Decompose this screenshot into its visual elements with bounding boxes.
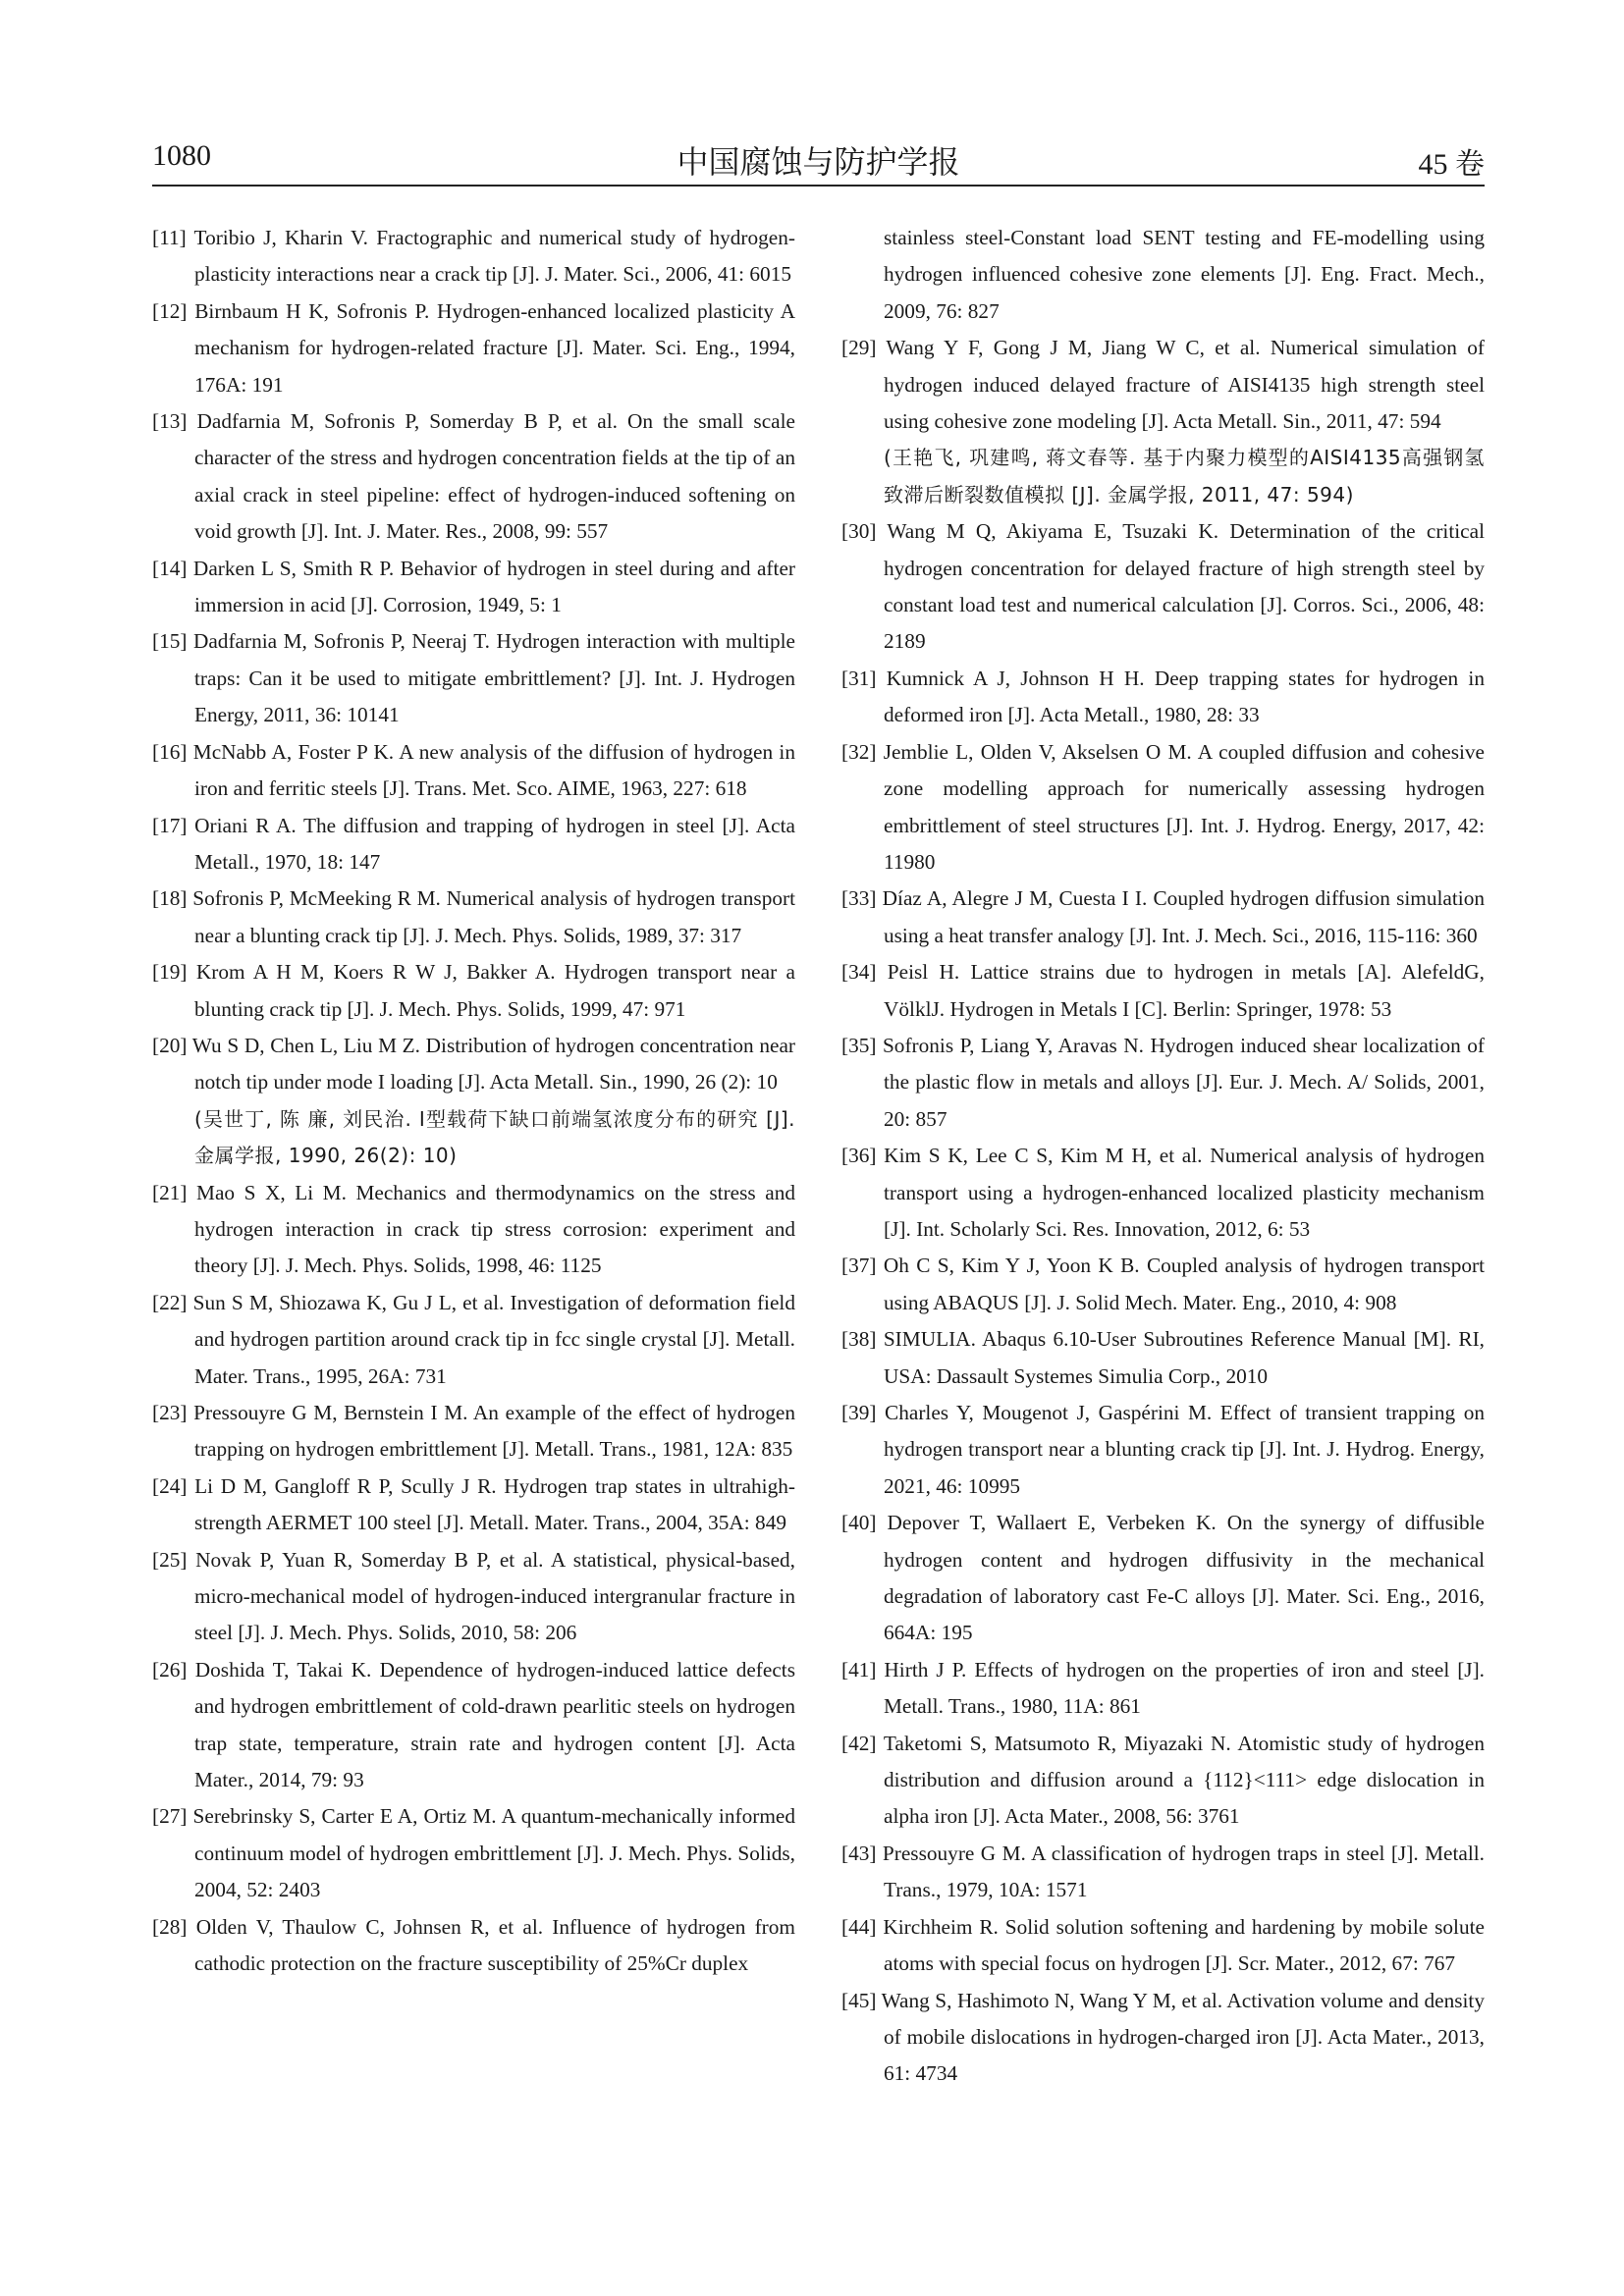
reference-text: [30] Wang M Q, Akiyama E, Tsuzaki K. Determination of the critical hydrogen concentration for delayed fracture of high strength steel by constant load test and numerical calculation [J]. Corros. Sci., 2006, 48: 2189	[841, 519, 1485, 654]
reference-entry	[841, 1836, 1485, 1909]
reference-text: [41] Hirth J P. Effects of hydrogen on the properties of iron and steel [J]. Metall. Trans., 1980, 11A: 861	[841, 1657, 1485, 1719]
reference-entry	[841, 734, 1485, 881]
reference-text: [42] Taketomi S, Matsumoto R, Miyazaki N. Atomistic study of hydrogen distribution and diffusion around a {112}<111> edge dislocation in alpha iron [J]. Acta Mater., 2008, 56: 3761	[841, 1731, 1485, 1829]
reference-entry	[152, 881, 795, 954]
reference-text: [36] Kim S K, Lee C S, Kim M H, et al. Numerical analysis of hydrogen transport using a hydrogen-enhanced localized plasticity mechanism [J]. Int. Scholarly Sci. Res. Innovation, 2012, 6: 53	[841, 1144, 1485, 1241]
reference-text: [32] Jemblie L, Olden V, Akselsen O M. A coupled diffusion and cohesive zone modelling approach for numerically assessing hydrogen embrittlement of steel structures [J]. Int. J. Hydrog. Energy, 2017, 42: 11980	[841, 739, 1485, 874]
reference-chinese-text: (王艳飞, 巩建鸣, 蒋文春等. 基于内聚力模型的AISI4135高强钢氢致滞后断裂数值模拟 [J]. 金属学报, 2011, 47: 594)	[884, 446, 1485, 507]
page-number: 1080	[152, 139, 211, 172]
reference-text: [19] Krom A H M, Koers R W J, Bakker A. Hydrogen transport near a blunting crack tip [J]. J. Mech. Phys. Solids, 1999, 47: 971	[152, 960, 795, 1021]
reference-text: [14] Darken L S, Smith R P. Behavior of hydrogen in steel during and after immersion in acid [J]. Corrosion, 1949, 5: 1	[152, 556, 795, 617]
reference-entry	[841, 1028, 1485, 1138]
reference-entry	[841, 1652, 1485, 1726]
reference-entry	[152, 1542, 795, 1652]
reference-text: [15] Dadfarnia M, Sofronis P, Neeraj T. Hydrogen interaction with multiple traps: Can it be used to mitigate embrittlement? [J]. Int. J. Hydrogen Energy, 2011, 36: 10141	[152, 629, 795, 727]
reference-text: [23] Pressouyre G M, Bernstein I M. An example of the effect of hydrogen trapping on hydrogen embrittlement [J]. Metall. Trans., 1981, 12A: 835	[152, 1401, 795, 1462]
reference-entry	[841, 220, 1485, 330]
reference-text: [28] Olden V, Thaulow C, Johnsen R, et al. Influence of hydrogen from cathodic protection on the fracture susceptibility of 25%Cr duplex	[152, 1914, 795, 1976]
reference-text: [21] Mao S X, Li M. Mechanics and thermodynamics on the stress and hydrogen interaction in crack tip stress corrosion: experiment and theory [J]. J. Mech. Phys. Solids, 1998, 46: 1125	[152, 1180, 795, 1278]
reference-entry	[841, 330, 1485, 513]
reference-entry	[152, 1285, 795, 1395]
reference-entry	[152, 623, 795, 733]
reference-entry	[841, 954, 1485, 1028]
references-right-column	[841, 220, 1485, 2093]
page-header	[152, 135, 1485, 187]
reference-text: [27] Serebrinsky S, Carter E A, Ortiz M. A quantum-mechanically informed continuum model of hydrogen embrittlement [J]. J. Mech. Phys. Solids, 2004, 52: 2403	[152, 1804, 795, 1902]
reference-entry	[841, 1983, 1485, 2093]
reference-text: [18] Sofronis P, McMeeking R M. Numerical analysis of hydrogen transport near a blunting crack tip [J]. J. Mech. Phys. Solids, 1989, 37: 317	[152, 886, 795, 947]
reference-entry	[152, 1909, 795, 1983]
reference-entry	[152, 403, 795, 551]
reference-text: [17] Oriani R A. The diffusion and trapping of hydrogen in steel [J]. Acta Metall., 1970, 18: 147	[152, 813, 795, 874]
reference-text: [39] Charles Y, Mougenot J, Gaspérini M. Effect of transient trapping on hydrogen transport near a blunting crack tip [J]. Int. J. Hydrog. Energy, 2021, 46: 10995	[841, 1401, 1485, 1498]
reference-entry	[152, 220, 795, 294]
reference-entry	[841, 661, 1485, 734]
reference-text: [33] Díaz A, Alegre J M, Cuesta I I. Coupled hydrogen diffusion simulation using a heat transfer analogy [J]. Int. J. Mech. Sci., 2016, 115-116: 360	[841, 886, 1485, 947]
reference-entry	[152, 1028, 795, 1175]
reference-text: [45] Wang S, Hashimoto N, Wang Y M, et al. Activation volume and density of mobile dislocations in hydrogen-charged iron [J]. Acta Mater., 2013, 61: 4734	[841, 1988, 1485, 2086]
reference-text: [25] Novak P, Yuan R, Somerday B P, et al. A statistical, physical-based, micro-mechanical model of hydrogen-induced intergranular fracture in steel [J]. J. Mech. Phys. Solids, 2010, 58: 206	[152, 1547, 795, 1645]
reference-entry	[152, 1175, 795, 1285]
reference-entry	[841, 1248, 1485, 1321]
reference-text: [38] SIMULIA. Abaqus 6.10-User Subroutines Reference Manual [M]. RI, USA: Dassault Systemes Simulia Corp., 2010	[841, 1327, 1485, 1388]
reference-entry	[152, 1798, 795, 1908]
reference-entry	[841, 513, 1485, 661]
reference-entry	[841, 1726, 1485, 1836]
reference-entry	[841, 1321, 1485, 1395]
references-left-column	[152, 220, 795, 1983]
reference-text: [37] Oh C S, Kim Y J, Yoon K B. Coupled analysis of hydrogen transport using ABAQUS [J]. J. Solid Mech. Mater. Eng., 2010, 4: 908	[841, 1254, 1485, 1314]
reference-entry	[152, 1468, 795, 1542]
reference-text: [20] Wu S D, Chen L, Liu M Z. Distribution of hydrogen concentration near notch tip under mode I loading [J]. Acta Metall. Sin., 1990, 26 (2): 10	[152, 1033, 795, 1095]
reference-text: [29] Wang Y F, Gong J M, Jiang W C, et al. Numerical simulation of hydrogen induced delayed fracture of AISI4135 high strength steel using cohesive zone modeling [J]. Acta Metall. Sin., 2011, 47: 594	[841, 336, 1485, 434]
reference-text: [16] McNabb A, Foster P K. A new analysis of the diffusion of hydrogen in iron and ferritic steels [J]. Trans. Met. Sco. AIME, 1963, 227: 618	[152, 739, 795, 801]
reference-text: [13] Dadfarnia M, Sofronis P, Somerday B P, et al. On the small scale character of the stress and hydrogen concentration fields at the tip of an axial crack in steel pipeline: effect of hydrogen-induced softening on void growth [J]. Int. J. Mater. Res., 2008, 99: 557	[152, 409, 795, 544]
reference-entry	[841, 1909, 1485, 1983]
reference-text: [12] Birnbaum H K, Sofronis P. Hydrogen-enhanced localized plasticity A mechanism for hydrogen-related fracture [J]. Mater. Sci. Eng., 1994, 176A: 191	[152, 298, 795, 397]
reference-text: [34] Peisl H. Lattice strains due to hydrogen in metals [A]. AlefeldG, VölklJ. Hydrogen in Metals I [C]. Berlin: Springer, 1978: 53	[841, 960, 1485, 1021]
reference-entry	[152, 551, 795, 624]
reference-text: [11] Toribio J, Kharin V. Fractographic and numerical study of hydrogen-plasticity interactions near a crack tip [J]. J. Mater. Sci., 2006, 41: 6015	[152, 226, 795, 287]
reference-entry	[841, 1395, 1485, 1505]
reference-entry	[841, 1138, 1485, 1248]
reference-entry	[152, 1395, 795, 1468]
reference-text: [24] Li D M, Gangloff R P, Scully J R. Hydrogen trap states in ultrahigh-strength AERMET 100 steel [J]. Metall. Mater. Trans., 2004, 35A: 849	[152, 1473, 795, 1535]
reference-text: stainless steel-Constant load SENT testing and FE-modelling using hydrogen influenced cohesive zone elements [J]. Eng. Fract. Mech., 2009, 76: 827	[884, 226, 1485, 323]
reference-text: [35] Sofronis P, Liang Y, Aravas N. Hydrogen induced shear localization of the plastic flow in metals and alloys [J]. Eur. J. Mech. A/ Solids, 2001, 20: 857	[841, 1033, 1485, 1131]
reference-text: [22] Sun S M, Shiozawa K, Gu J L, et al. Investigation of deformation field and hydrogen partition around crack tip in fcc single crystal [J]. Metall. Mater. Trans., 1995, 26A: 731	[152, 1290, 795, 1388]
reference-entry	[152, 954, 795, 1028]
reference-text: [43] Pressouyre G M. A classification of hydrogen traps in steel [J]. Metall. Trans., 1979, 10A: 1571	[841, 1841, 1485, 1902]
reference-text: [40] Depover T, Wallaert E, Verbeken K. On the synergy of diffusible hydrogen content and hydrogen diffusivity in the mechanical degradation of laboratory cast Fe-C alloys [J]. Mater. Sci. Eng., 2016, 664A: 195	[841, 1511, 1485, 1645]
reference-entry	[152, 1652, 795, 1799]
reference-chinese-text: (吴世丁, 陈 廉, 刘民治. I型载荷下缺口前端氢浓度分布的研究 [J]. 金属学报, 1990, 26(2): 10)	[194, 1106, 795, 1168]
reference-text: [26] Doshida T, Takai K. Dependence of hydrogen-induced lattice defects and hydrogen embrittlement of cold-drawn pearlitic steels on hydrogen trap state, temperature, strain rate and hydrogen content [J]. Acta Mater., 2014, 79: 93	[152, 1657, 795, 1792]
reference-entry	[841, 1505, 1485, 1652]
journal-title: 中国腐蚀与防护学报	[677, 143, 960, 181]
reference-entry	[841, 881, 1485, 954]
reference-entry	[152, 808, 795, 881]
reference-entry	[152, 734, 795, 808]
reference-entry	[152, 294, 795, 403]
volume-label: 45 卷	[1418, 148, 1485, 181]
reference-text: [44] Kirchheim R. Solid solution softening and hardening by mobile solute atoms with special focus on hydrogen [J]. Scr. Mater., 2012, 67: 767	[841, 1914, 1485, 1976]
reference-text: [31] Kumnick A J, Johnson H H. Deep trapping states for hydrogen in deformed iron [J]. Acta Metall., 1980, 28: 33	[841, 666, 1485, 727]
